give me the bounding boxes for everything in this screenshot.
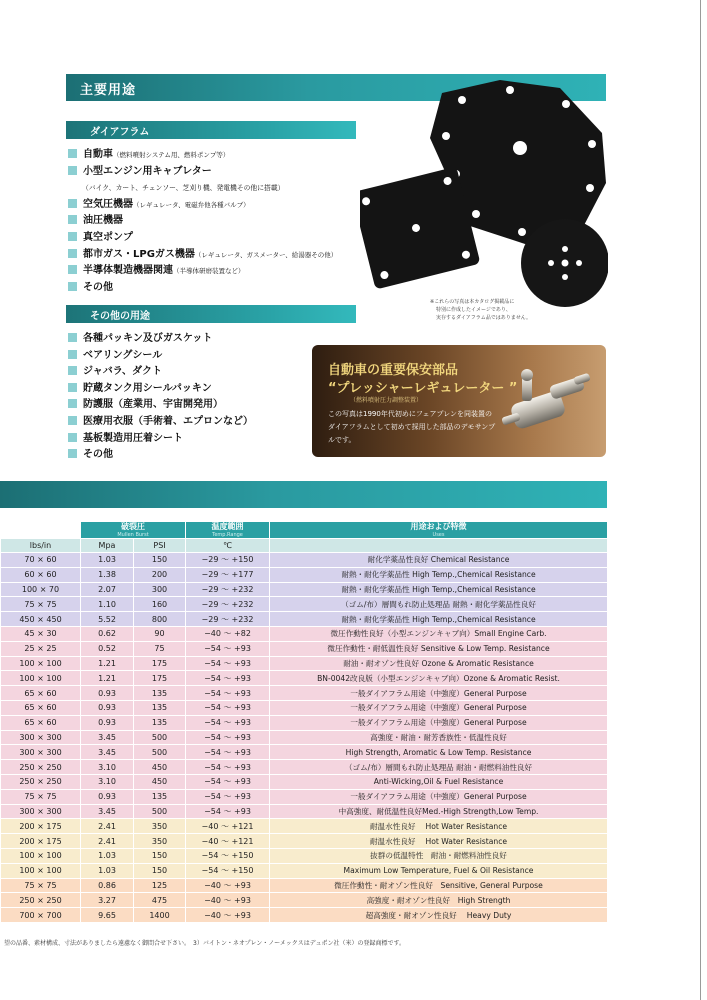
use-note: （燃料噴射システム用、燃料ポンプ等） <box>113 151 230 159</box>
subheader-label: ダイアフラム <box>90 127 150 138</box>
cell-mpa: 3.45 <box>81 804 134 819</box>
subheader-diaphragm <box>66 121 356 139</box>
table-row <box>1 612 608 627</box>
cell-uses: 微圧作動性・耐低温性良好 Sensitive & Low Temp. Resistance <box>270 641 608 656</box>
cell-temp: −29 〜 +150 <box>186 553 270 568</box>
cell-psi: 200 <box>134 567 186 582</box>
cell-uses: 微圧作動性良好（小型エンジンキャブ向）Small Engine Carb. <box>270 626 608 641</box>
caption-line: 特別に作成したイメージであり、 <box>436 307 511 313</box>
use-label: その他 <box>83 449 113 461</box>
use-note: （半導体研磨装置など） <box>173 267 245 276</box>
square-bullet-icon <box>68 199 77 208</box>
cell-psi: 1400 <box>134 908 186 923</box>
cell-psi: 150 <box>134 553 186 568</box>
cell-psi: 135 <box>134 700 186 715</box>
cell-uses: 超高強度・耐オゾン性良好 Heavy Duty <box>270 908 608 923</box>
cell-psi: 500 <box>134 730 186 745</box>
cell-lbs: 45 × 30 <box>1 626 81 641</box>
cell-temp: −54 〜 +150 <box>186 863 270 878</box>
cell-temp: −29 〜 +232 <box>186 582 270 597</box>
cell-mpa: 3.27 <box>81 893 134 908</box>
table-row <box>1 834 608 849</box>
cell-mpa: 1.38 <box>81 567 134 582</box>
cell-uses: 耐温水性良好 Hot Water Resistance <box>270 834 608 849</box>
cell-lbs: 300 × 300 <box>1 745 81 760</box>
cell-psi: 450 <box>134 774 186 789</box>
use-label: 空気圧機器 <box>83 198 133 210</box>
table-row <box>1 730 608 745</box>
cell-temp: −54 〜 +93 <box>186 789 270 804</box>
other-use-item <box>68 414 253 431</box>
cell-mpa: 3.45 <box>81 745 134 760</box>
diaphragm-use-item <box>68 280 337 297</box>
cell-temp: −40 〜 +93 <box>186 878 270 893</box>
header-uses <box>270 522 608 539</box>
cell-temp: −40 〜 +82 <box>186 626 270 641</box>
diaphragm-use-item: （バイク、カート、チェンソー、芝刈り機、発電機その他に搭載） <box>82 184 285 193</box>
diaphragm-use-item <box>68 247 337 264</box>
cell-mpa: 5.52 <box>81 612 134 627</box>
table-row <box>1 671 608 686</box>
table-row <box>1 582 608 597</box>
table-row <box>1 567 608 582</box>
use-label: 貯蔵タンク用シールパッキン <box>83 382 212 394</box>
cell-temp: −54 〜 +93 <box>186 700 270 715</box>
cell-mpa: 2.41 <box>81 819 134 834</box>
cell-psi: 135 <box>134 715 186 730</box>
square-bullet-icon <box>68 249 77 258</box>
table-row <box>1 848 608 863</box>
cell-lbs: 100 × 70 <box>1 582 81 597</box>
cell-temp: −40 〜 +93 <box>186 893 270 908</box>
cell-psi: 350 <box>134 834 186 849</box>
cell-mpa: 1.03 <box>81 863 134 878</box>
cell-lbs: 200 × 175 <box>1 819 81 834</box>
diaphragm-use-item <box>68 164 337 181</box>
cell-psi: 150 <box>134 848 186 863</box>
square-bullet-icon <box>68 350 77 359</box>
header-burst-en: Mullen Burst <box>117 532 149 538</box>
promo-title-product: “プレッシャーレギュレーター ” <box>328 381 518 396</box>
cell-lbs: 100 × 100 <box>1 848 81 863</box>
caption-line: 実存するダイアフラム品ではありません。 <box>436 315 532 321</box>
cell-temp: −54 〜 +93 <box>186 730 270 745</box>
other-use-item <box>68 397 253 414</box>
cell-mpa: 0.93 <box>81 700 134 715</box>
header-uses-en: Uses <box>432 532 445 538</box>
square-bullet-icon <box>68 383 77 392</box>
cell-uses: 耐熱・耐化学薬品性 High Temp.,Chemical Resistance <box>270 582 608 597</box>
use-label: 自動車 <box>83 149 113 160</box>
cell-uses: High Strength, Aromatic & Low Temp. Resistance <box>270 745 608 760</box>
diaphragm-use-list <box>68 147 337 296</box>
cell-lbs: 250 × 250 <box>1 893 81 908</box>
square-bullet-icon <box>68 265 77 274</box>
table-row <box>1 686 608 701</box>
cell-uses: 高強度・耐油・耐芳香族性・低温性良好 <box>270 730 608 745</box>
cell-uses: 耐油・耐オゾン性良好 Ozone & Aromatic Resistance <box>270 656 608 671</box>
cell-mpa: 0.93 <box>81 715 134 730</box>
cell-uses: 一般ダイアフラム用途（中強度）General Purpose <box>270 789 608 804</box>
unit-lbs: lbs/in <box>1 539 81 553</box>
cell-temp: −54 〜 +150 <box>186 848 270 863</box>
cell-lbs: 65 × 60 <box>1 715 81 730</box>
use-label: 半導体製造機器関連 <box>83 265 173 277</box>
cell-psi: 160 <box>134 597 186 612</box>
cell-lbs: 300 × 300 <box>1 804 81 819</box>
cell-lbs: 300 × 300 <box>1 730 81 745</box>
use-label: 基板製造用圧着シート <box>83 432 183 444</box>
header-burst <box>81 522 186 539</box>
cell-temp: −54 〜 +93 <box>186 686 270 701</box>
diaphragm-use-item <box>68 230 337 247</box>
use-label: 医療用衣服（手術着、エプロンなど） <box>83 415 253 427</box>
cell-mpa: 3.10 <box>81 760 134 775</box>
cell-mpa: 1.10 <box>81 597 134 612</box>
diaphragm-photo <box>360 78 608 326</box>
cell-psi: 450 <box>134 760 186 775</box>
subheader-other-uses <box>66 305 356 323</box>
cell-temp: −54 〜 +93 <box>186 656 270 671</box>
cell-psi: 800 <box>134 612 186 627</box>
cell-uses: Anti-Wicking,Oil & Fuel Resistance <box>270 774 608 789</box>
cell-uses: （ゴム/布）層間もれ防止処理品 耐熱・耐化学薬品性良好 <box>270 597 608 612</box>
table-row <box>1 745 608 760</box>
use-label: 油圧機器 <box>83 215 123 227</box>
table-row <box>1 597 608 612</box>
header-temp <box>186 522 270 539</box>
cell-temp: −54 〜 +93 <box>186 641 270 656</box>
cell-mpa: 3.45 <box>81 730 134 745</box>
cell-temp: −54 〜 +93 <box>186 745 270 760</box>
cell-psi: 475 <box>134 893 186 908</box>
use-label: 都市ガス・LPGガス機器 <box>83 248 195 260</box>
cell-lbs: 75 × 75 <box>1 597 81 612</box>
table-units-row <box>1 539 608 553</box>
use-label: ベアリングシール <box>83 349 163 361</box>
table-row <box>1 863 608 878</box>
cell-psi: 125 <box>134 878 186 893</box>
caption-line: ※これらの写真は本カタログ掲載品に <box>430 299 515 305</box>
use-label: 防護服（産業用、宇宙開発用） <box>83 399 223 411</box>
table-row <box>1 715 608 730</box>
cell-uses: Maximum Low Temperature, Fuel & Oil Resistance <box>270 863 608 878</box>
square-bullet-icon <box>68 366 77 375</box>
cell-mpa: 0.52 <box>81 641 134 656</box>
diaphragm-use-item <box>68 147 337 164</box>
square-bullet-icon <box>68 416 77 425</box>
table-row <box>1 819 608 834</box>
cell-psi: 175 <box>134 656 186 671</box>
unit-psi: PSI <box>134 539 186 553</box>
square-bullet-icon <box>68 282 77 291</box>
unit-mpa: Mpa <box>81 539 134 553</box>
cell-lbs: 100 × 100 <box>1 656 81 671</box>
cell-mpa: 2.07 <box>81 582 134 597</box>
cell-temp: −29 〜 +177 <box>186 567 270 582</box>
cell-lbs: 70 × 60 <box>1 553 81 568</box>
cell-temp: −40 〜 +121 <box>186 834 270 849</box>
square-bullet-icon <box>68 215 77 224</box>
cell-psi: 135 <box>134 789 186 804</box>
use-note: （レギュレータ、電磁弁他各種バルブ） <box>133 200 250 209</box>
diaphragm-use-item <box>68 213 337 230</box>
use-label: 各種パッキン及びガスケット <box>83 333 213 344</box>
spec-table-body <box>1 553 608 923</box>
cell-psi: 500 <box>134 745 186 760</box>
diaphragm-use-item <box>68 263 337 280</box>
promo-title: 自動車の重要保安部品 <box>328 363 459 378</box>
table-row <box>1 700 608 715</box>
table-header-row <box>1 522 608 539</box>
header-burst-label: 破裂圧 <box>121 522 145 531</box>
cell-lbs: 700 × 700 <box>1 908 81 923</box>
cell-psi: 300 <box>134 582 186 597</box>
cell-temp: −40 〜 +121 <box>186 819 270 834</box>
cell-psi: 350 <box>134 819 186 834</box>
cell-uses: 耐熱・耐化学薬品性 High Temp.,Chemical Resistance <box>270 567 608 582</box>
cell-lbs: 250 × 250 <box>1 774 81 789</box>
square-bullet-icon <box>68 232 77 241</box>
cell-uses: BN-0042改良版（小型エンジンキャブ向）Ozone & Aromatic Resist. <box>270 671 608 686</box>
cell-mpa: 0.62 <box>81 626 134 641</box>
cell-uses: 一般ダイアフラム用途（中強度）General Purpose <box>270 700 608 715</box>
cell-psi: 150 <box>134 863 186 878</box>
cell-temp: −29 〜 +232 <box>186 597 270 612</box>
table-row <box>1 908 608 923</box>
header-blank <box>1 522 81 539</box>
promo-body: この写真は1990年代初めにフェアプレンを同装置のダイアフラムとして初めて採用した部品のデモサンプルです。 <box>328 410 496 444</box>
header-uses-label: 用途および特徴 <box>410 522 467 531</box>
round-diaphragm-shape <box>521 219 608 307</box>
promo-box-pressure-regulator <box>312 345 606 457</box>
cell-lbs: 25 × 25 <box>1 641 81 656</box>
cell-temp: −40 〜 +93 <box>186 908 270 923</box>
cell-lbs: 100 × 100 <box>1 671 81 686</box>
use-label: 小型エンジン用キャブレター <box>83 165 212 177</box>
table-row <box>1 641 608 656</box>
table-row <box>1 626 608 641</box>
cell-temp: −54 〜 +93 <box>186 671 270 686</box>
diaphragm-use-item <box>68 197 337 214</box>
cell-uses: 耐熱・耐化学薬品性 High Temp.,Chemical Resistance <box>270 612 608 627</box>
table-row <box>1 774 608 789</box>
square-bullet-icon <box>68 149 77 158</box>
cell-psi: 135 <box>134 686 186 701</box>
cell-lbs: 75 × 75 <box>1 789 81 804</box>
other-use-list <box>68 331 253 464</box>
section-title: 主要用途 <box>80 83 137 98</box>
cell-mpa: 0.86 <box>81 878 134 893</box>
unit-temp: ℃ <box>186 539 270 553</box>
diaphragm-spec-table <box>0 521 608 923</box>
cell-uses: 抜群の低温特性 耐油・耐燃料油性良好 <box>270 848 608 863</box>
table-row <box>1 789 608 804</box>
cell-mpa: 1.21 <box>81 671 134 686</box>
cell-uses: （ゴム/布）層間もれ防止処理品 耐油・耐燃料油性良好 <box>270 760 608 775</box>
square-bullet-icon <box>68 333 77 342</box>
photo-caption <box>430 298 570 322</box>
cell-uses: 一般ダイアフラム用途（中強度）General Purpose <box>270 715 608 730</box>
other-use-item <box>68 364 253 381</box>
table-row <box>1 878 608 893</box>
table-row <box>1 656 608 671</box>
pressure-regulator-icon <box>490 357 600 447</box>
other-use-item <box>68 447 253 464</box>
cell-mpa: 0.93 <box>81 686 134 701</box>
footnote: 望の品番、素材構成、寸法がありましたら遠慮なく御問合せ下さい。 3）バイトン・ネオプレン・ノーメックスはデュポン社（米）の登録商標です。 <box>4 940 406 947</box>
promo-subtitle: （燃料噴射圧力調整装置） <box>350 397 423 404</box>
cell-uses: 微圧作動性・耐オゾン性良好 Sensitive, General Purpose <box>270 878 608 893</box>
header-temp-label: 温度範囲 <box>211 522 244 531</box>
cell-temp: −54 〜 +93 <box>186 774 270 789</box>
cell-mpa: 9.65 <box>81 908 134 923</box>
cell-psi: 500 <box>134 804 186 819</box>
other-use-item <box>68 381 253 398</box>
use-label: ジャバラ、ダクト <box>83 366 162 378</box>
cell-psi: 90 <box>134 626 186 641</box>
table-row <box>1 893 608 908</box>
cell-psi: 75 <box>134 641 186 656</box>
other-use-item <box>68 331 253 348</box>
other-use-item <box>68 348 253 365</box>
square-bullet-icon <box>68 166 77 175</box>
other-use-item <box>68 431 253 448</box>
cell-temp: −54 〜 +93 <box>186 715 270 730</box>
table-section-bar <box>0 481 607 508</box>
use-label: 真空ポンプ <box>83 231 133 243</box>
cell-uses: 中高強度、耐低温性良好Med.-High Strength,Low Temp. <box>270 804 608 819</box>
cell-lbs: 250 × 250 <box>1 760 81 775</box>
header-temp-en: Temp.Range <box>212 532 243 538</box>
cell-lbs: 65 × 60 <box>1 700 81 715</box>
cell-mpa: 0.93 <box>81 789 134 804</box>
subheader-label: その他の用途 <box>90 311 150 322</box>
cell-mpa: 1.03 <box>81 848 134 863</box>
table-row <box>1 804 608 819</box>
cell-temp: −29 〜 +232 <box>186 612 270 627</box>
table-row <box>1 760 608 775</box>
cell-lbs: 100 × 100 <box>1 863 81 878</box>
cell-mpa: 1.03 <box>81 553 134 568</box>
table-row <box>1 553 608 568</box>
cell-lbs: 65 × 60 <box>1 686 81 701</box>
cell-mpa: 3.10 <box>81 774 134 789</box>
diaphragm-illustration <box>360 78 608 326</box>
cell-lbs: 450 × 450 <box>1 612 81 627</box>
cell-lbs: 60 × 60 <box>1 567 81 582</box>
cell-lbs: 75 × 75 <box>1 878 81 893</box>
cell-temp: −54 〜 +93 <box>186 760 270 775</box>
cell-mpa: 2.41 <box>81 834 134 849</box>
cell-temp: −54 〜 +93 <box>186 804 270 819</box>
square-bullet-icon <box>68 399 77 408</box>
use-note: （レギュレータ、ガスメーター、給湯器その他） <box>194 250 338 259</box>
cell-lbs: 200 × 175 <box>1 834 81 849</box>
square-bullet-icon <box>68 449 77 458</box>
cell-mpa: 1.21 <box>81 656 134 671</box>
cell-uses: 耐化学薬品性良好 Chemical Resistance <box>270 553 608 568</box>
cell-psi: 175 <box>134 671 186 686</box>
cell-uses: 一般ダイアフラム用途（中強度）General Purpose <box>270 686 608 701</box>
square-bullet-icon <box>68 433 77 442</box>
unit-uses-blank <box>270 539 608 553</box>
use-label: その他 <box>83 281 113 293</box>
cell-uses: 耐温水性良好 Hot Water Resistance <box>270 819 608 834</box>
cell-uses: 高強度・耐オゾン性良好 High Strength <box>270 893 608 908</box>
